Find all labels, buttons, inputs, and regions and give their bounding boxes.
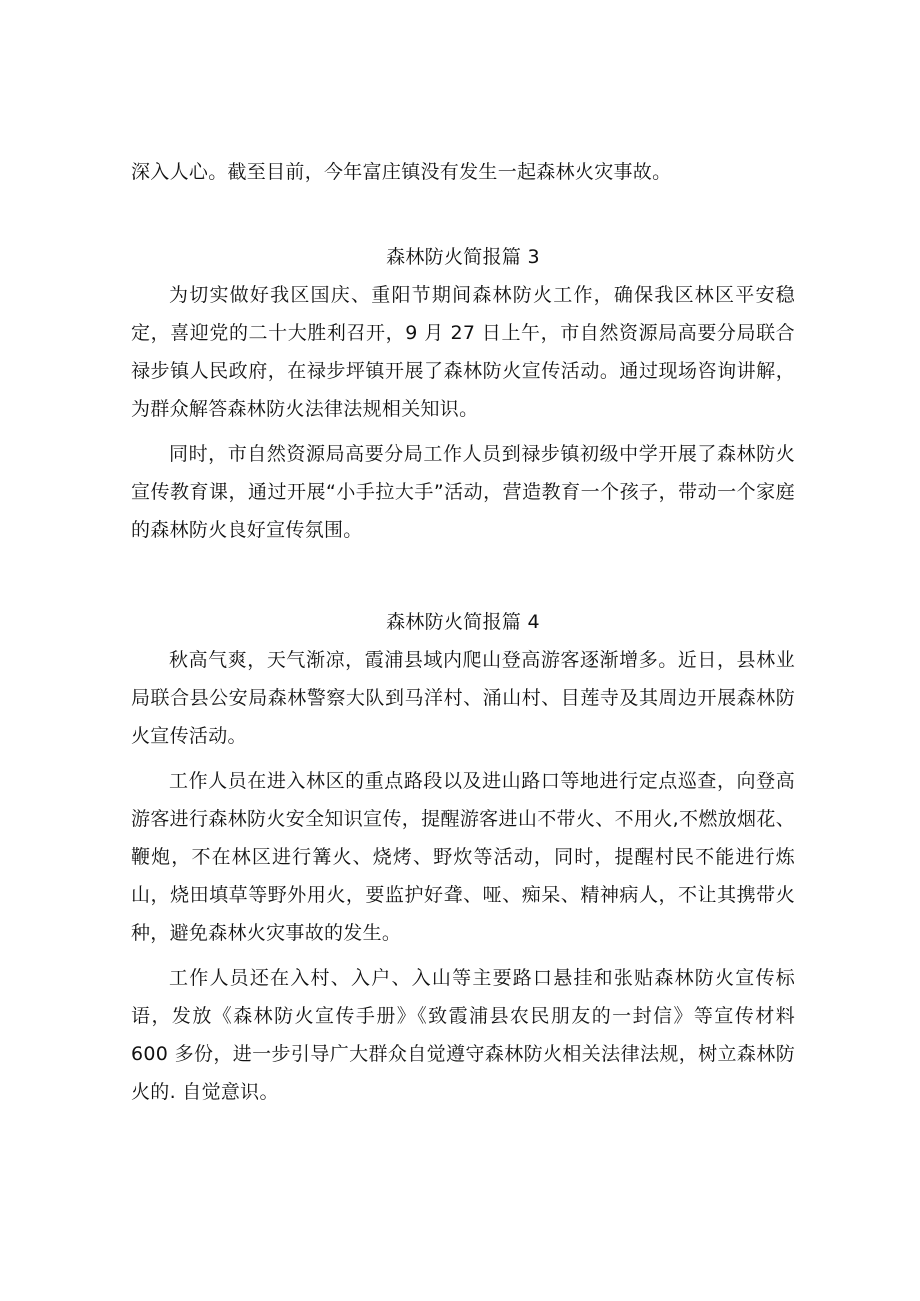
section-3-paragraph-2: 同时，市自然资源局高要分局工作人员到禄步镇初级中学开展了森林防火宣传教育课，通过开展“小手拉大手”活动，营造教育一个孩子，带动一个家庭的森林防火良好宣传氛围。 <box>131 443 795 541</box>
section-3 <box>131 238 795 556</box>
section-4-paragraph-1: 秋高气爽，天气渐凉，霞浦县域内爬山登高游客逐渐增多。近日，县林业局联合县公安局森林警察大队到马洋村、涌山村、目莲寺及其周边开展森林防火宣传活动。 <box>131 649 795 747</box>
section-3-heading: 森林防火简报篇 3 <box>386 246 540 268</box>
section-4-heading: 森林防火简报篇 4 <box>386 611 540 633</box>
section-4-paragraph-3: 工作人员还在入村、入户、入山等主要路口悬挂和张贴森林防火宣传标语，发放《森林防火宣传手册》《致霞浦县农民朋友的一封信》等宣传材料 600 多份，进一步引导广大群众自觉遵守森林防火相关法律法规，树立森林防火的. 自觉意识。 <box>131 967 795 1103</box>
continued-paragraph: 深入人心。截至目前，今年富庄镇没有发生一起森林火灾事故。 <box>131 161 672 183</box>
section-4-paragraph-2: 工作人员在进入林区的重点路段以及进山路口等地进行定点巡查，向登高游客进行森林防火安全知识宣传，提醒游客进山不带火、不用火,不燃放烟花、鞭炮，不在林区进行篝火、烧烤、野炊等活动，同时，提醒村民不能进行炼山，烧田填草等野外用火，要监护好聋、哑、痴呆、精神病人，不让其携带火种，避免森林火灾事故的发生。 <box>131 770 795 944</box>
section-4 <box>131 603 795 1118</box>
continued-section <box>131 153 795 198</box>
section-3-paragraph-1: 为切实做好我区国庆、重阳节期间森林防火工作，确保我区林区平安稳定，喜迎党的二十大胜利召开，9 月 27 日上午，市自然资源局高要分局联合禄步镇人民政府，在禄步坪镇开展了森林防火宣传活动。通过现场咨询讲解，为群众解答森林防火法律法规相关知识。 <box>131 284 795 420</box>
